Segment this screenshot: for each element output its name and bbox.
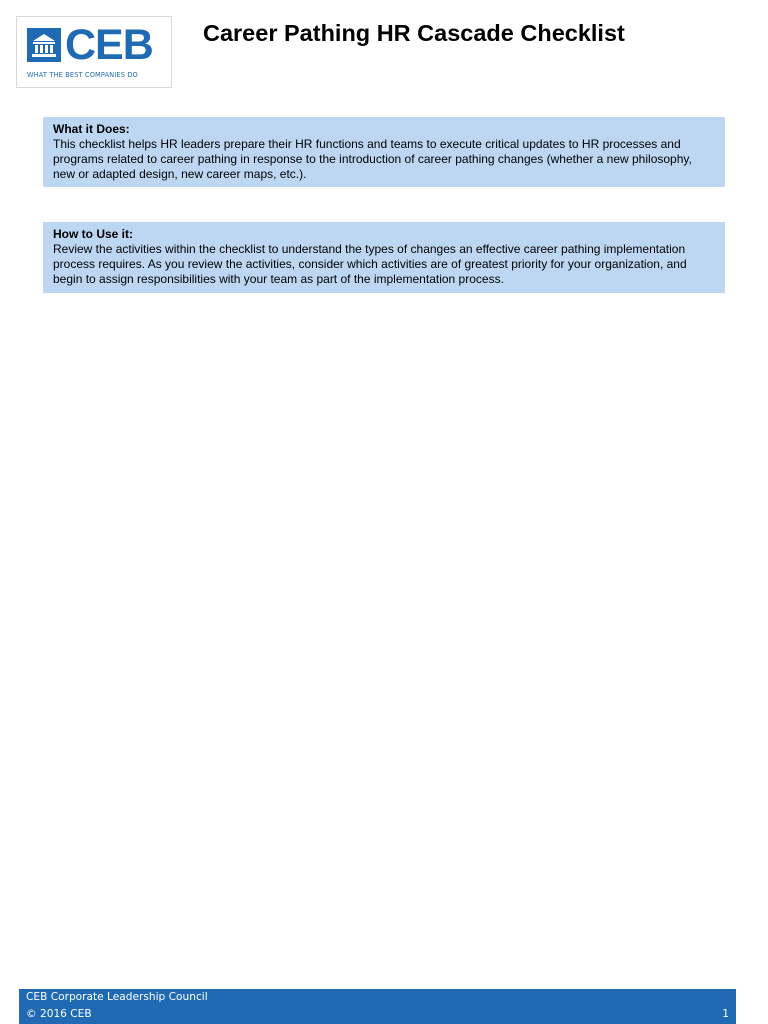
section-heading: What it Does: bbox=[53, 122, 130, 136]
building-icon-graphic bbox=[27, 28, 61, 62]
building-icon bbox=[27, 28, 61, 62]
footer-copyright: © 2016 CEB bbox=[26, 1008, 92, 1020]
how-to-use-box bbox=[43, 222, 725, 293]
footer-organization: CEB Corporate Leadership Council bbox=[26, 991, 208, 1003]
ceb-logo bbox=[16, 16, 172, 88]
section-heading: How to Use it: bbox=[53, 227, 133, 241]
section-body: Review the activities within the checklist to understand the types of changes an effective career pathing implementation process requires. As you review the activities, consider which activities are of greatest priority for your organization, and begin to assign responsibilities with your team as part of the implementation process. bbox=[53, 242, 687, 286]
page-number: 1 bbox=[722, 1008, 729, 1020]
logo-wordmark: CEB bbox=[65, 21, 153, 69]
page-footer bbox=[19, 989, 736, 1024]
page-title: Career Pathing HR Cascade Checklist bbox=[203, 20, 625, 46]
logo-tagline: WHAT THE BEST COMPANIES DO bbox=[27, 71, 138, 79]
section-body: This checklist helps HR leaders prepare their HR functions and teams to execute critical updates to HR processes and programs related to career pathing in response to the introduction of career pathing changes (whether a new philosophy, new or adapted design, new career maps, etc.). bbox=[53, 137, 692, 181]
what-it-does-box bbox=[43, 117, 725, 187]
